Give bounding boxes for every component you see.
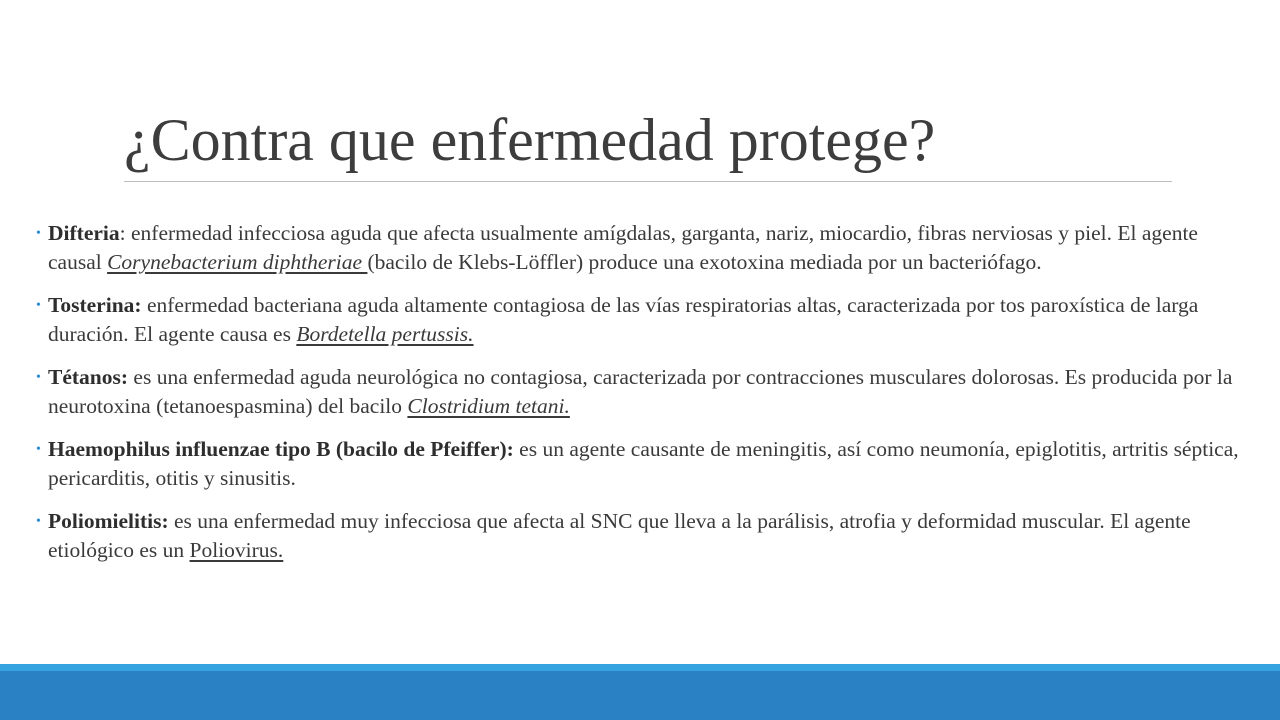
bullet-dot-icon: • bbox=[36, 442, 41, 457]
bullet-term: Tétanos: bbox=[48, 365, 129, 389]
organism-name: Corynebacterium diphtheriae bbox=[107, 250, 368, 274]
footer-band bbox=[0, 664, 1280, 720]
bullet-text-after: (bacilo de Klebs-Löffler) produce una exotoxina mediada por un bacteriófago. bbox=[367, 250, 1042, 274]
bullet-text: es un agente causante de meningitis, así como neumonía, epiglotitis, artritis séptica, pericarditis, otitis y sinusitis. bbox=[48, 437, 1239, 490]
bullet-term: Poliomielitis: bbox=[48, 509, 169, 533]
bullet-text: es una enfermedad aguda neurológica no contagiosa, caracterizada por contracciones musculares dolorosas. Es producida por la neurotoxina (tetanoespasmina) del bacilo bbox=[48, 365, 1233, 418]
bullet-haemophilus bbox=[36, 435, 1252, 493]
bullet-text: enfermedad infecciosa aguda que afecta usualmente amígdalas, garganta, nariz, miocardio, fibras nerviosas y piel. El agente causal bbox=[48, 221, 1198, 274]
slide-title: ¿Contra que enfermedad protege? bbox=[124, 107, 936, 173]
bullet-term-suffix: : bbox=[119, 221, 126, 245]
bullet-dot-icon: • bbox=[36, 370, 41, 385]
organism-name: Poliovirus. bbox=[189, 538, 284, 562]
bullet-term: Tosterina: bbox=[48, 293, 142, 317]
bullet-dot-icon: • bbox=[36, 226, 41, 241]
bullet-dot-icon: • bbox=[36, 514, 41, 529]
title-underline bbox=[124, 181, 1172, 182]
bullet-difteria bbox=[36, 219, 1252, 277]
organism-name: Clostridium tetani. bbox=[407, 394, 570, 418]
bullet-poliomielitis bbox=[36, 507, 1252, 565]
bullet-text: es una enfermedad muy infecciosa que afecta al SNC que lleva a la parálisis, atrofia y deformidad muscular. El agente etiológico es un bbox=[48, 509, 1191, 562]
bullet-text: enfermedad bacteriana aguda altamente contagiosa de las vías respiratorias altas, caracterizada por tos paroxística de larga duración. El agente causa es bbox=[48, 293, 1199, 346]
organism-name: Bordetella pertussis. bbox=[296, 322, 474, 346]
bullet-term: Difteria bbox=[48, 221, 120, 245]
bullet-tetanos bbox=[36, 363, 1252, 421]
bullet-list bbox=[36, 219, 1252, 579]
bullet-dot-icon: • bbox=[36, 298, 41, 313]
footer-accent-strip bbox=[0, 664, 1280, 671]
bullet-term: Haemophilus influenzae tipo B (bacilo de Pfeiffer): bbox=[48, 437, 514, 461]
bullet-tosferina bbox=[36, 291, 1252, 349]
